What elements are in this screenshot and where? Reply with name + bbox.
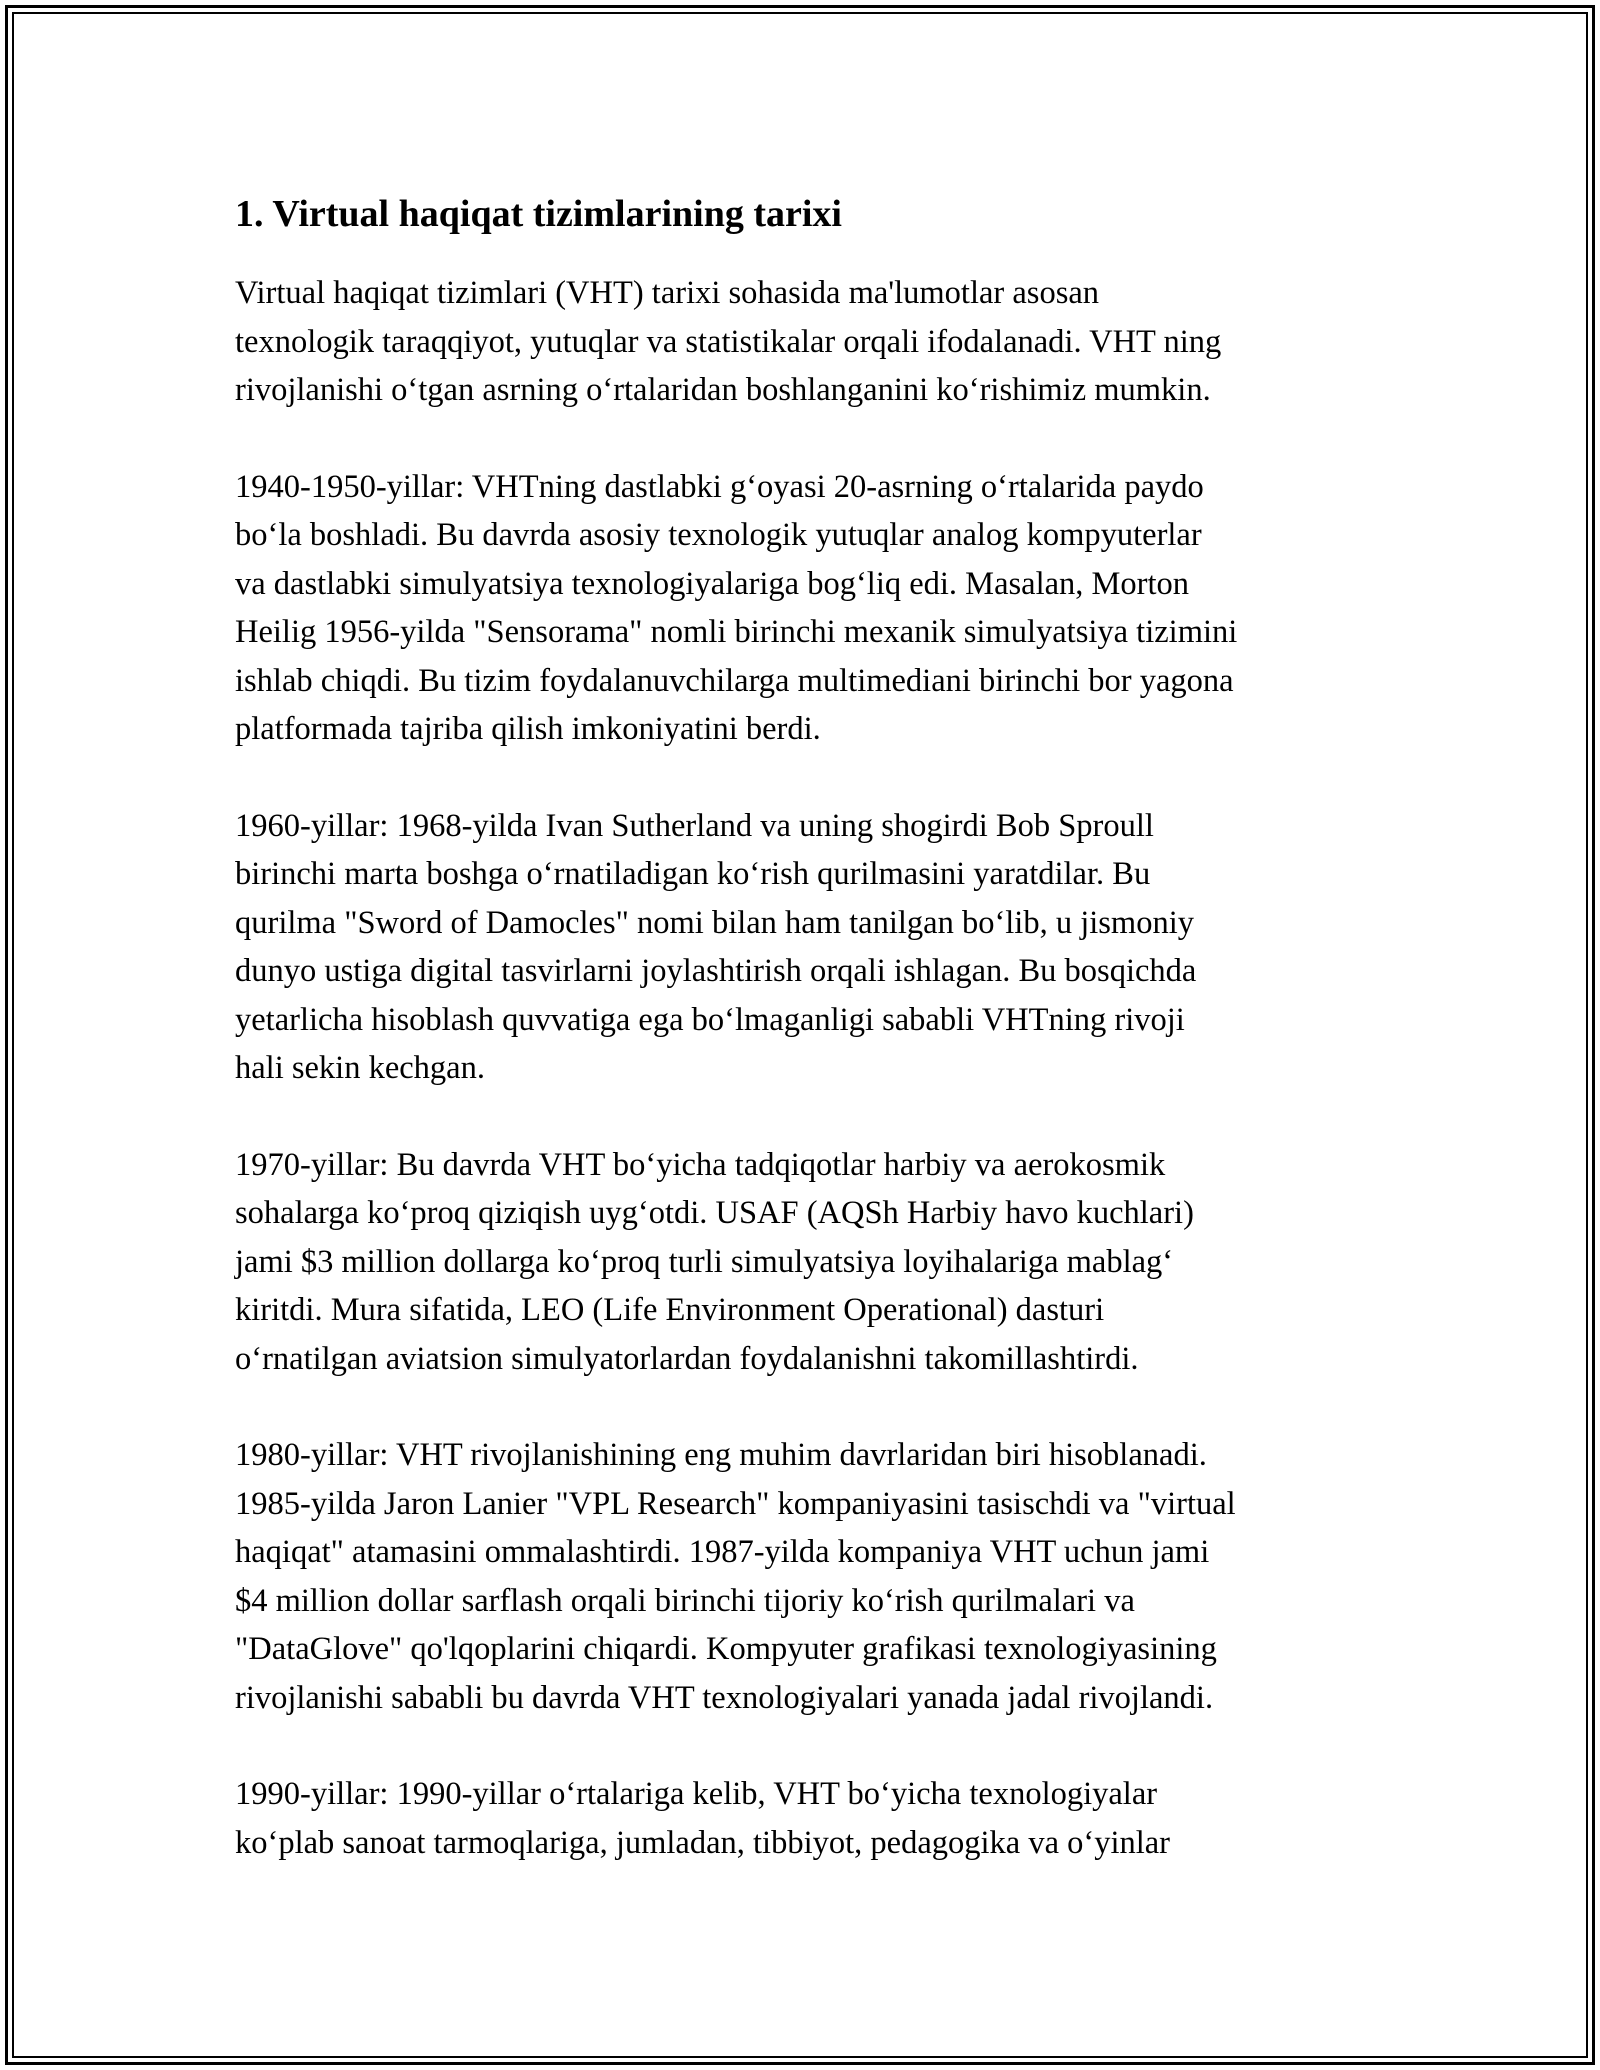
paragraph-intro: Virtual haqiqat tizimlari (VHT) tarixi sohasida ma'lumotlar asosan texnologik taraqqiyot, yutuqlar va statistikalar orqali ifodalanadi. VHT ning rivojlanishi oʻtgan asrning oʻrtalaridan boshlanganini koʻrishimiz mumkin.: [235, 275, 1222, 408]
paragraph-1980: 1980-yillar: VHT rivojlanishining eng muhim davrlaridan biri hisoblanadi. 1985-yilda Jaron Lanier "VPL Research" kompaniyasini tasischdi va "virtual haqiqat" atamasini ommalashtirdi. 1987-yilda kompaniya VHT uchun jami $4 million dollar sarflash orqali birinchi tijoriy koʻrish qurilmalari va "DataGlove" qo'lqoplarini chiqardi. Kompyuter grafikasi texnologiyasining rivojlanishi sababli bu davrda VHT texnologiyalari yanada jadal rivojlandi.: [235, 1437, 1236, 1716]
document-body: [235, 185, 1375, 1915]
paragraph-1970: 1970-yillar: Bu davrda VHT boʻyicha tadqiqotlar harbiy va aerokosmik sohalarga koʻproq qiziqish uygʻotdi. USAF (AQSh Harbiy havo kuchlari) jami $3 million dollarga koʻproq turli simulyatsiya loyihalariga mablagʻ kiritdi. Mura sifatida, LEO (Life Environment Operational) dasturi oʻrnatilgan aviatsion simulyatorlardan foydalanishni takomillashtirdi.: [235, 1146, 1194, 1377]
section-heading: 1. Virtual haqiqat tizimlarining tarixi: [235, 193, 842, 235]
paragraph-1960: 1960-yillar: 1968-yilda Ivan Sutherland va uning shogirdi Bob Sproull birinchi marta boshga oʻrnatiladigan koʻrish qurilmasini yaratdilar. Bu qurilma "Sword of Damocles" nomi bilan ham tanilgan boʻlib, u jismoniy dunyo ustiga digital tasvirlarni joylashtirish orqali ishlagan. Bu bosqichda yetarlicha hisoblash quvvatiga ega boʻlmaganligi sababli VHTning rivoji hali sekin kechgan.: [235, 807, 1197, 1086]
paragraph-1940-1950: 1940-1950-yillar: VHTning dastlabki gʻoyasi 20-asrning oʻrtalarida paydo boʻla boshladi. Bu davrda asosiy texnologik yutuqlar analog kompyuterlar va dastlabki simulyatsiya texnologiyalariga bogʻliq edi. Masalan, Morton Heilig 1956-yilda "Sensorama" nomli birinchi mexanik simulyatsiya tizimini ishlab chiqdi. Bu tizim foydalanuvchilarga multimediani birinchi bor yagona platformada tajriba qilish imkoniyatini berdi.: [235, 468, 1238, 747]
paragraph-1990: 1990-yillar: 1990-yillar oʻrtalariga kelib, VHT boʻyicha texnologiyalar koʻplab sanoat tarmoqlariga, jumladan, tibbiyot, pedagogika va oʻyinlar: [235, 1776, 1171, 1861]
